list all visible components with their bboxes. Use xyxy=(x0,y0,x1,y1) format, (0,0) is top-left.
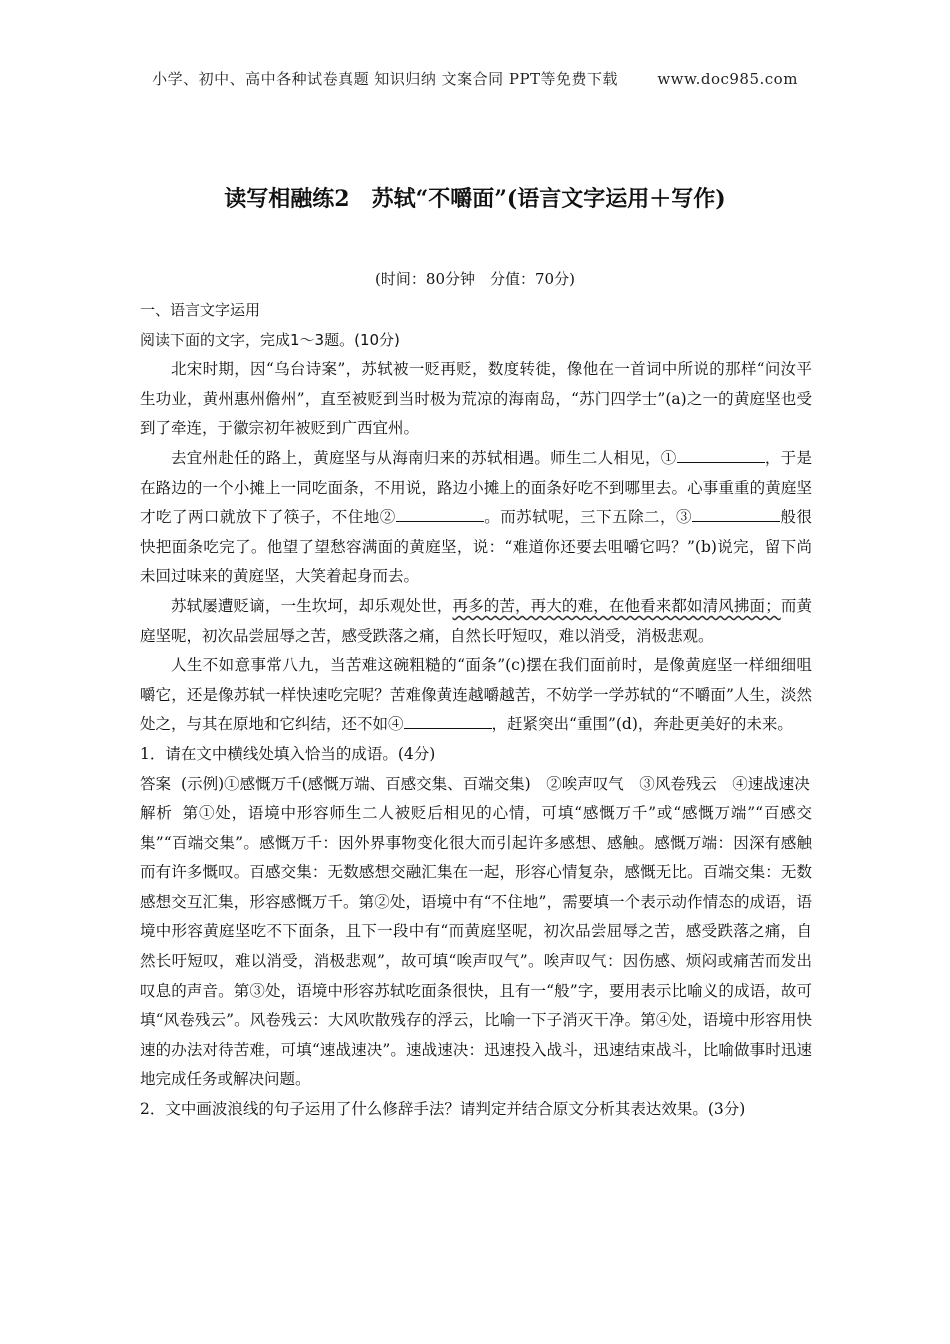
answer-block xyxy=(140,770,812,800)
analysis-text: 第①处，语境中形容师生二人被贬后相见的心情，可填“感慨万千”或“感慨万端”“百感交集”“百端交集”。感慨万千：因外界事物变化很大而引起许多感想、感触。感慨万端：因深有感触而有许多慨叹。百感交集：无数感想交融汇集在一起，形容心情复杂，感慨无比。百端交集：无数感想交互汇集，形容感慨万千。第②处，语境中有“不住地”，需要填一个表示动作情态的成语，语境中形容黄庭坚吃不下面条，且下一段中有“而黄庭坚呢，初次品尝屈辱之苦，感受跌落之痛，自然长吁短叹，难以消受，消极悲观”，故可填“唉声叹气”。唉声叹气：因伤感、烦闷或痛苦而发出叹息的声音。第③处，语境中形容苏轼吃面条很快，且有一“般”字，要用表示比喻义的成语，故可填“风卷残云”。风卷残云：大风吹散残存的浮云，比喻一下子消灭干净。第④处，语境中形容用快速的办法对待苦难，可填“速战速决”。速战速决：迅速投入战斗，迅速结束战斗，比喻做事时迅速地完成任务或解决问题。 xyxy=(140,804,812,1089)
passage-p4-b: ，赶紧突出“重围”(d)，奔赴更美好的未来。 xyxy=(491,715,793,734)
passage-p3-a: 苏轼屡遭贬谪，一生坎坷，却乐观处世， xyxy=(171,596,453,615)
page-header xyxy=(0,68,950,89)
page-title: 读写相融练2 苏轼“不嚼面”(语言文字运用＋写作) xyxy=(224,186,726,212)
header-text: 小学、初中、高中各种试卷真题 知识归纳 文案合同 PPT等免费下载 xyxy=(152,70,619,88)
wavy-underlined-sentence: 再多的苦，再大的难，在他看来都如清风拂面； xyxy=(452,596,781,615)
section-heading: 一、语言文字运用 xyxy=(140,301,261,319)
answer-blank-1 xyxy=(677,448,765,463)
passage-p2-d: 般很快把面条吃完了。他望了望愁容满面的黄庭坚，说：“难道你还要去咀嚼它吗？”(b)说完，留下尚未回过味来的黄庭坚，大笑着起身而去。 xyxy=(140,508,812,586)
question-1: 1．请在文中横线处填入恰当的成语。(4分) xyxy=(140,744,436,763)
answer-text: (示例)①感慨万千(感慨万端、百感交集、百端交集) ②唉声叹气 ③风卷残云 ④速战速决 xyxy=(181,774,810,793)
passage-p2-c: 。而苏轼呢，三下五除二，③ xyxy=(483,508,692,527)
passage-p4-a: 人生不如意事常八九，当苦难这碗粗糙的“面条”(c)摆在我们面前时，是像黄庭坚一样细细咀嚼它，还是像苏轼一样快速吃完呢？苦难像黄连越嚼越苦，不妨学一学苏轼的“不嚼面”人生，淡然处之，与其在原地和它纠结，还不如④ xyxy=(140,656,812,734)
main-content xyxy=(140,296,812,1125)
answer-label: 答案 xyxy=(140,774,172,793)
section-instruction: 阅读下面的文字，完成1～3题。(10分) xyxy=(140,330,400,349)
answer-blank-2 xyxy=(396,507,484,522)
answer-blank-4 xyxy=(404,714,492,729)
analysis-label: 解析 xyxy=(140,804,173,823)
passage-paragraph-1: 北宋时期，因“乌台诗案”，苏轼被一贬再贬，数度转徙，像他在一首词中所说的那样“问汝平生功业，黄州惠州儋州”，直至被贬到当时极为荒凉的海南岛，“苏门四学士”(a)之一的黄庭坚也受到了牵连，于徽宗初年被贬到广西宜州。 xyxy=(140,360,812,438)
passage-p3-b: 而黄庭坚呢，初次品尝屈辱之苦，感受跌落之痛，自然长吁短叹，难以消受，消极悲观。 xyxy=(140,596,812,645)
exam-meta: (时间：80分钟 分值：70分) xyxy=(375,270,575,288)
passage-paragraph-3 xyxy=(140,592,812,651)
answer-blank-3 xyxy=(692,507,780,522)
passage-paragraph-2 xyxy=(140,444,812,592)
question-2: 2．文中画波浪线的句子运用了什么修辞手法？请判定并结合原文分析其表达效果。(3分) xyxy=(140,1100,746,1119)
header-site: www.doc985.com xyxy=(657,70,798,88)
analysis-block xyxy=(140,799,812,1095)
passage-paragraph-4 xyxy=(140,651,812,740)
passage-p2-b: ，于是在路边的一个小摊上一同吃面条，不用说，路边小摊上的面条好吃不到哪里去。心事重重的黄庭坚才吃了两口就放下了筷子，不住地② xyxy=(140,448,812,527)
passage-p2-a: 去宜州赴任的路上，黄庭坚与从海南归来的苏轼相遇。师生二人相见，① xyxy=(171,448,677,467)
